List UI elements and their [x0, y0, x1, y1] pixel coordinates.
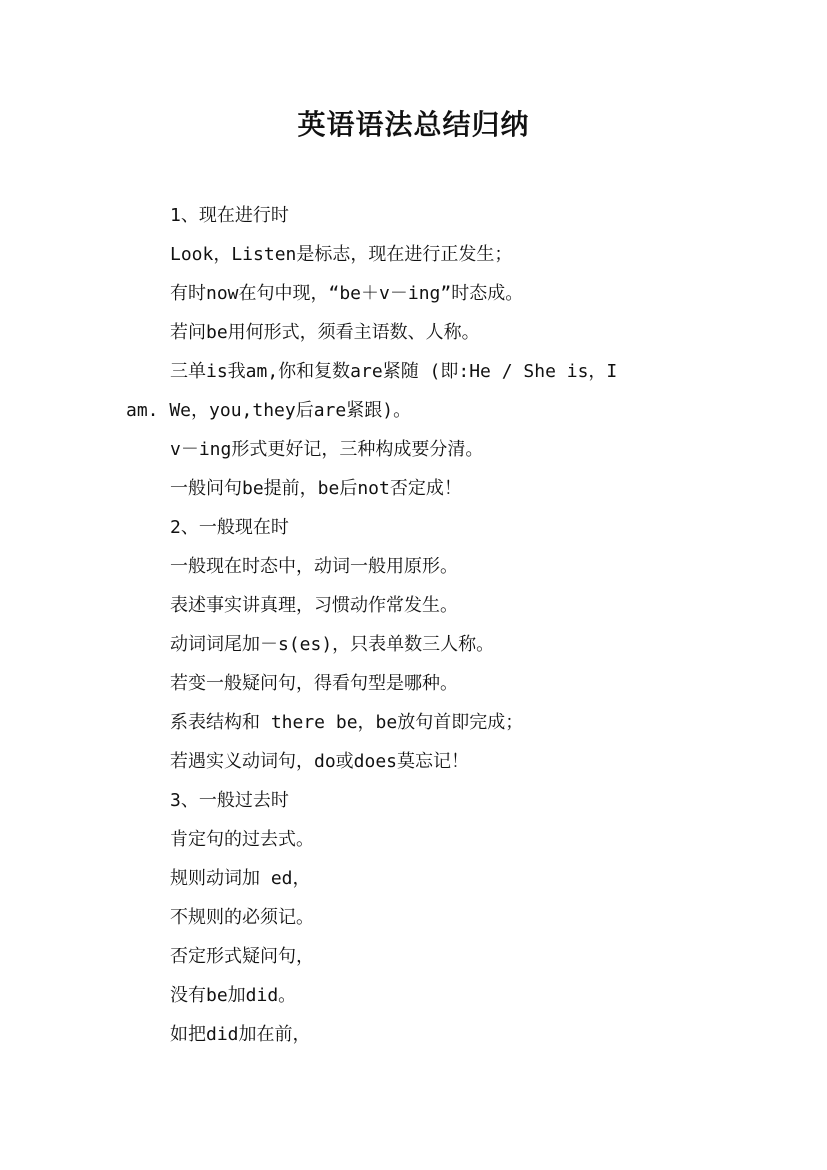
section-heading-simple-present: 2、一般现在时 — [170, 517, 289, 538]
text-line: 有时now在句中现，“be＋v－ing”时态成。 — [170, 283, 524, 304]
text-line-continuation: am. We，you,they后are紧跟)。 — [126, 400, 412, 421]
text-line: 肯定句的过去式。 — [170, 829, 314, 850]
text-line: 规则动词加 ed， — [170, 868, 311, 889]
section-heading-simple-past: 3、一般过去时 — [170, 790, 289, 811]
text-line: 一般问句be提前，be后not否定成！ — [170, 478, 462, 499]
text-line: 一般现在时态中，动词一般用原形。 — [170, 556, 458, 577]
text-line: 不规则的必须记。 — [170, 907, 314, 928]
text-line: 三单is我am,你和复数are紧随 (即:He / She is，I — [170, 361, 618, 382]
text-line: 若遇实义动词句，do或does莫忘记！ — [170, 751, 470, 772]
section-heading-present-continuous: 1、现在进行时 — [170, 205, 289, 226]
document-title: 英语语法总结归纳 — [297, 108, 530, 141]
text-line: 如把did加在前， — [170, 1024, 311, 1045]
text-line: Look，Listen是标志，现在进行正发生； — [170, 244, 513, 265]
text-line: v－ing形式更好记，三种构成要分清。 — [170, 439, 484, 460]
text-line: 系表结构和 there be，be放句首即完成； — [170, 712, 524, 733]
text-line: 若变一般疑问句，得看句型是哪种。 — [170, 673, 458, 694]
text-line: 否定形式疑问句， — [170, 946, 314, 967]
text-line: 动词词尾加－s(es)，只表单数三人称。 — [170, 634, 495, 655]
document-body — [126, 196, 706, 1054]
text-line: 表述事实讲真理，习惯动作常发生。 — [170, 595, 458, 616]
text-line: 没有be加did。 — [170, 985, 297, 1006]
text-line: 若问be用何形式，须看主语数、人称。 — [170, 322, 480, 343]
